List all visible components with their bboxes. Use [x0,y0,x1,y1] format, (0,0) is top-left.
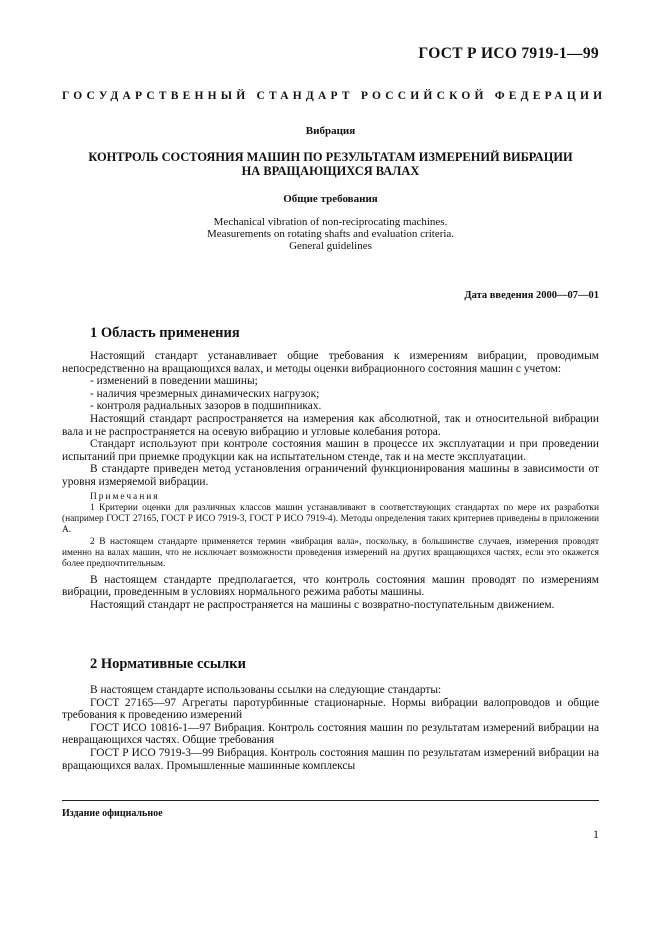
list-item: - наличия чрезмерных динамических нагрузок; [90,387,320,400]
note-1: 1 Критерии оценки для различных классов машин устанавливают в соответствующих стандартах по мере их разработки (например ГОСТ 27165, ГОСТ Р ИСО 7919-3, ГОСТ Р ИСО 7919-4). Методы определения таких критериев приведены в приложении А. [62,502,599,536]
english-title-line: Mechanical vibration of non-reciprocating machines. [213,216,448,228]
document-subtitle: Общие требования [283,193,378,205]
introduction-date: Дата введения 2000—07—01 [464,290,599,301]
list-item: - изменений в поведении машины; [90,375,258,388]
document-code: ГОСТ Р ИСО 7919-1—99 [418,45,599,62]
subject-heading: Вибрация [305,125,356,137]
reference-item: ГОСТ ИСО 10816-1—97 Вибрация. Контроль состояния машин по результатам измерений вибрации на невращающихся частях. Общие требования [62,721,599,747]
paragraph: Настоящий стандарт устанавливает общие требования к измерениям вибрации, проводимым непосредственно на вращающихся валах, и методы оценки вибрационного состояния машин с учетом: [62,350,599,375]
english-title-line: Measurements on rotating shafts and evaluation criteria. [206,228,455,240]
paragraph: Стандарт используют при контроле состояния машин в процессе их эксплуатации и при проведении испытаний при приемке продукции как на испытательном стенде, так и на месте эксплуатации. [62,438,599,463]
paragraph: Настоящий стандарт не распространяется на машины с возвратно-поступательным движением. [90,598,555,611]
notes-block [62,492,599,571]
list-item: - контроля радиальных зазоров в подшипниках. [90,400,322,413]
footer-divider [62,800,599,801]
page-number: 1 [593,827,599,841]
reference-item: ГОСТ 27165—97 Агрегаты паротурбинные стационарные. Нормы вибрации валопроводов и общие требования к проведению измерений [62,696,599,722]
official-edition-label: Издание официальное [62,808,163,819]
title-line-2: НА ВРАЩАЮЩИХСЯ ВАЛАХ [241,164,420,178]
paragraph: В настоящем стандарте предполагается, что контроль состояния машин проводят по измерениям вибрации, проведенным в условиях нормального режима работы машины. [62,573,599,599]
note-2: 2 В настоящем стандарте применяется термин «вибрация вала», поскольку, в большинстве случаев, измерения проводят именно на валах машин, что не исключает возможности проведения измерений на других вращающихся частях, если это окажется более предпочтительным. [62,536,599,570]
state-standard-header: ГОСУДАРСТВЕННЫЙ СТАНДАРТ РОССИЙСКОЙ ФЕДЕРАЦИИ [62,90,607,102]
notes-label: Примечания [90,491,160,502]
paragraph: В стандарте приведен метод установления ограничений функционирования машины в зависимости от уровня измеряемой вибрации. [62,463,599,488]
english-title [62,216,599,252]
document-title [62,150,599,178]
section-1-heading: 1 Область применения [90,325,240,341]
section-2-heading: 2 Нормативные ссылки [90,656,246,672]
reference-item: ГОСТ Р ИСО 7919-3—99 Вибрация. Контроль состояния машин по результатам измерений вибрации на вращающихся валах. Промышленные машинные комплексы [62,746,599,772]
section-1-body [62,350,599,611]
paragraph: Настоящий стандарт распространяется на измерения как абсолютной, так и относительной вибрации вала и не распространяется на осевую вибрацию и угловые колебания ротора. [62,412,599,438]
section-2-body [62,684,599,772]
english-title-line: General guidelines [289,240,372,252]
paragraph: В настоящем стандарте использованы ссылки на следующие стандарты: [90,684,442,696]
title-line-1: КОНТРОЛЬ СОСТОЯНИЯ МАШИН ПО РЕЗУЛЬТАТАМ ИЗМЕРЕНИЙ ВИБРАЦИИ [88,150,573,164]
